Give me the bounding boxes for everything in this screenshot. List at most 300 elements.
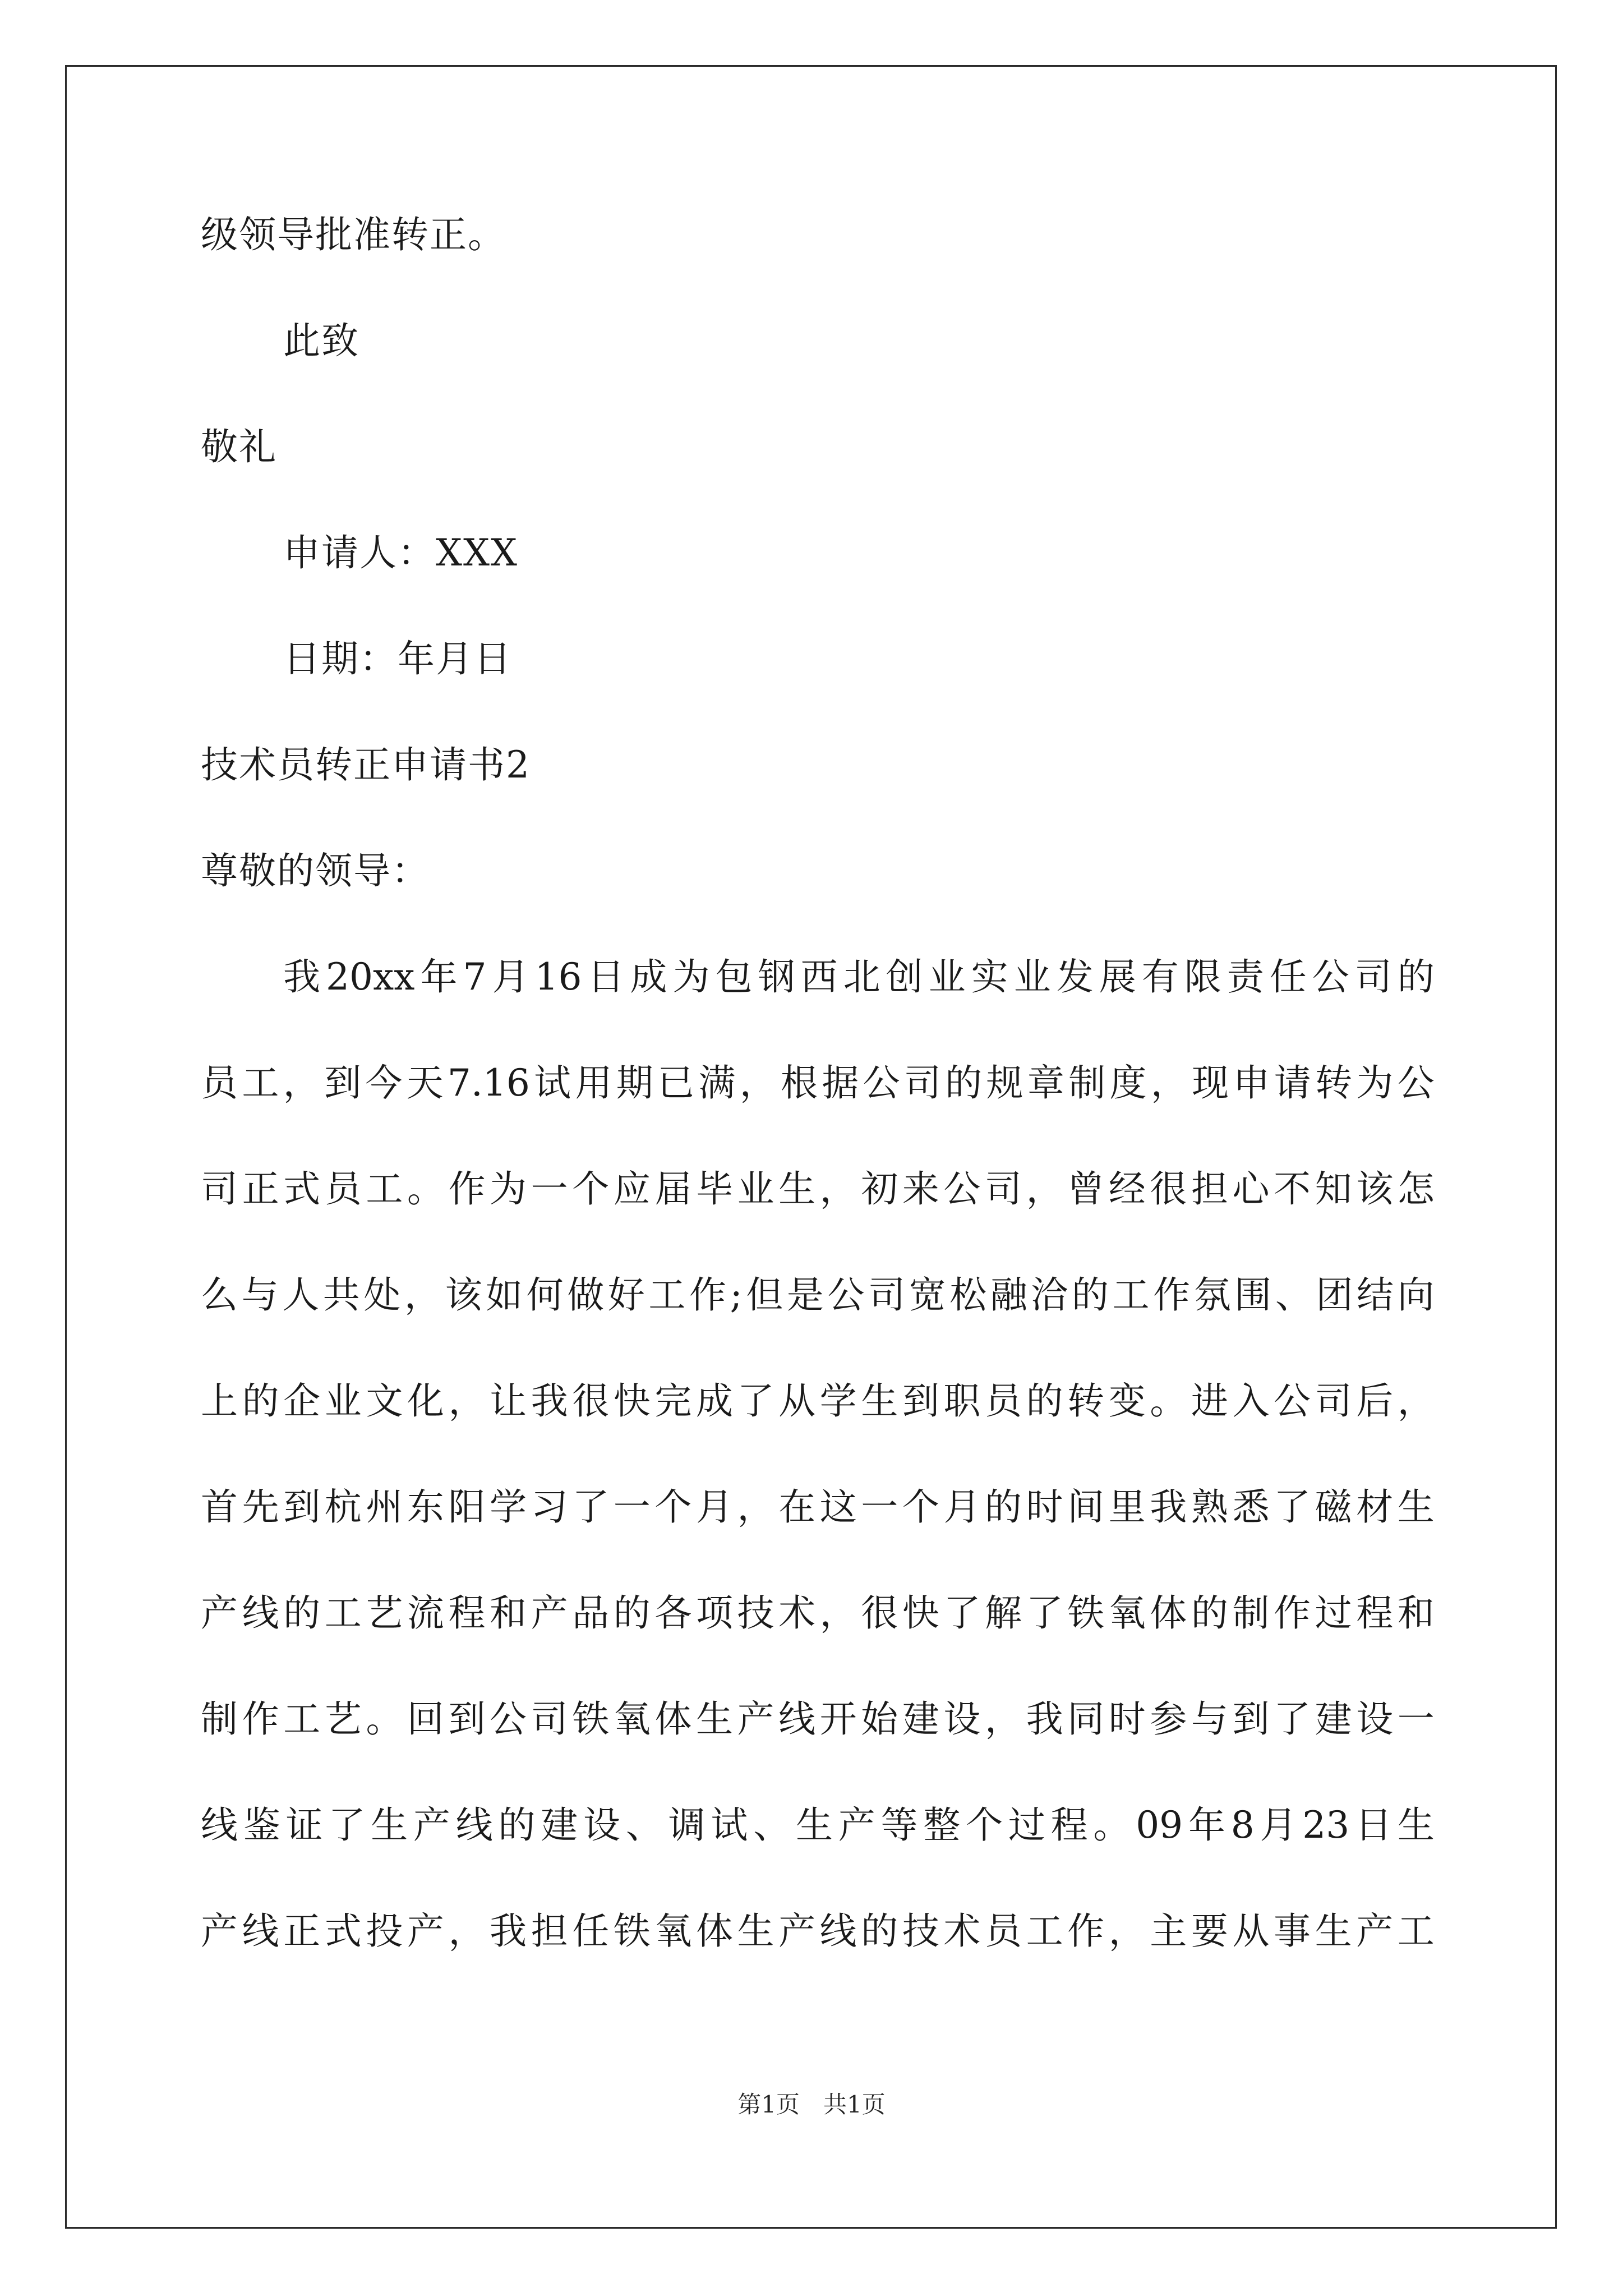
text-glyph: 人 [282, 1273, 320, 1317]
text-glyph: 公 [1274, 1379, 1311, 1423]
text-glyph: 从 [1232, 1910, 1270, 1953]
text-glyph: 与 [241, 1273, 279, 1317]
text-glyph: 完 [654, 1379, 692, 1423]
paragraph-line [201, 1273, 1435, 1318]
justified-text [201, 1061, 1435, 1106]
text-glyph: 主 [1150, 1910, 1187, 1953]
text-glyph: 试 [534, 1061, 571, 1105]
text-glyph: 处 [363, 1273, 401, 1317]
text-glyph: 让 [490, 1379, 527, 1423]
text-glyph: 的 [1026, 1379, 1063, 1423]
text-glyph: 曾 [1067, 1167, 1105, 1211]
salutation-jingli: 敬礼 [201, 425, 277, 468]
paragraph-line [201, 1485, 1435, 1530]
text-glyph: 在 [778, 1485, 816, 1529]
text-glyph: 熟 [1191, 1485, 1228, 1529]
text-glyph: 证 [285, 1803, 323, 1847]
text-glyph: 么 [201, 1273, 238, 1317]
text-glyph: 产 [201, 1591, 238, 1635]
text-glyph: 程 [1356, 1591, 1394, 1635]
text-glyph: 程 [1050, 1803, 1088, 1847]
text-glyph: 了 [1274, 1485, 1311, 1529]
text-glyph: 创 [886, 955, 923, 999]
text-glyph: 为 [490, 1167, 527, 1211]
text-glyph: ， [448, 1910, 486, 1953]
text-glyph: 任 [572, 1910, 610, 1953]
text-glyph: 了 [1026, 1591, 1063, 1635]
justified-text [201, 1803, 1435, 1848]
text-glyph: 7 [463, 955, 487, 999]
text-glyph: ， [737, 1485, 774, 1529]
text-glyph: 作 [1153, 1273, 1191, 1317]
text-glyph: 学 [490, 1485, 527, 1529]
text-glyph: 共 [322, 1273, 360, 1317]
text-glyph: 事 [1274, 1910, 1311, 1953]
text-glyph: 团 [1316, 1273, 1353, 1317]
text-glyph: 业 [324, 1379, 362, 1423]
text-glyph: 体 [654, 1697, 692, 1741]
text-glyph: 一 [861, 1485, 898, 1529]
text-glyph: 月 [492, 955, 529, 999]
text-glyph: 上 [201, 1379, 238, 1423]
text-glyph: ， [819, 1591, 857, 1635]
text-glyph: 生 [778, 1167, 816, 1211]
text-glyph: 实 [971, 955, 1008, 999]
text-glyph: 线 [778, 1697, 816, 1741]
text-glyph: 快 [613, 1379, 651, 1423]
text-glyph: ， [283, 1061, 320, 1105]
text-glyph: 包 [715, 955, 753, 999]
text-glyph: 成 [630, 955, 667, 999]
paragraph-line [201, 1379, 1435, 1424]
text-glyph: 参 [1150, 1697, 1187, 1741]
justified-text [201, 1591, 1435, 1636]
justified-text [201, 1273, 1435, 1318]
text-glyph: 工 [648, 1273, 686, 1317]
text-glyph: 司 [868, 1273, 906, 1317]
text-glyph: 员 [984, 1910, 1022, 1953]
text-glyph: 作 [448, 1167, 486, 1211]
text-glyph: 公 [943, 1167, 981, 1211]
text-glyph: 入 [1232, 1379, 1270, 1423]
text-glyph: 的 [1071, 1273, 1109, 1317]
paragraph-line [201, 1167, 1435, 1212]
text-glyph: ， [819, 1167, 857, 1211]
text-glyph: 首 [201, 1485, 238, 1529]
text-glyph: 做 [567, 1273, 605, 1317]
text-glyph: 的 [498, 1803, 536, 1847]
justified-text [201, 1167, 1435, 1212]
text-glyph: 进 [1191, 1379, 1228, 1423]
paragraph-line [201, 1909, 1435, 1954]
text-glyph: 习 [531, 1485, 568, 1529]
text-glyph: 时 [1026, 1485, 1063, 1529]
text-glyph: 个 [966, 1803, 1003, 1847]
text-glyph: 的 [1397, 955, 1435, 999]
text-glyph: 日 [1355, 1803, 1393, 1847]
text-glyph: 制 [1232, 1591, 1270, 1635]
text-glyph: 过 [1008, 1803, 1045, 1847]
text-glyph: 职 [943, 1379, 981, 1423]
text-glyph: 公 [863, 1061, 900, 1105]
text-glyph: 产 [201, 1910, 238, 1953]
text-glyph: 我 [1026, 1697, 1063, 1741]
text-glyph: 成 [695, 1379, 733, 1423]
text-glyph: 、 [753, 1803, 791, 1847]
text-glyph: ， [739, 1061, 777, 1105]
text-glyph: 向 [1397, 1273, 1435, 1317]
text-glyph: 铁 [572, 1697, 610, 1741]
text-glyph: 线 [242, 1591, 279, 1635]
text-glyph: 到 [324, 1061, 361, 1105]
text-glyph: 业 [737, 1167, 774, 1211]
text-glyph: 作 [689, 1273, 726, 1317]
text-glyph: 担 [531, 1910, 568, 1953]
text-glyph: 一 [613, 1485, 651, 1529]
text-glyph: 线 [201, 1803, 238, 1847]
text-glyph: ， [1150, 1061, 1188, 1105]
text-glyph: 作 [1067, 1910, 1105, 1953]
text-glyph: 工 [366, 1167, 403, 1211]
text-glyph: 个 [902, 1485, 939, 1529]
page-border [65, 65, 1557, 2229]
text-glyph: 应 [613, 1167, 651, 1211]
text-glyph: 解 [984, 1591, 1022, 1635]
text-glyph: 正 [283, 1910, 321, 1953]
text-glyph: 线 [242, 1910, 279, 1953]
text-glyph: 。 [1093, 1803, 1131, 1847]
text-glyph: 了 [1274, 1697, 1311, 1741]
text-glyph: 线 [819, 1910, 857, 1953]
text-glyph: 过 [1315, 1591, 1352, 1635]
text-glyph: 经 [1108, 1167, 1146, 1211]
text-glyph: 很 [861, 1591, 898, 1635]
text-glyph: 结 [1357, 1273, 1394, 1317]
text-glyph: 式 [283, 1167, 321, 1211]
text-glyph: 工 [1112, 1273, 1150, 1317]
salutation-cizhi: 此致 [283, 319, 359, 362]
text-glyph: 生 [737, 1910, 774, 1953]
text-glyph: 西 [800, 955, 838, 999]
text-glyph: 要 [1191, 1910, 1228, 1953]
text-glyph: 设 [1356, 1697, 1394, 1741]
text-glyph: 制 [201, 1697, 238, 1741]
text-glyph: 的 [945, 1061, 983, 1105]
text-glyph: 各 [654, 1591, 692, 1635]
text-glyph: 司 [1354, 955, 1392, 999]
text-glyph: 阳 [448, 1485, 486, 1529]
text-glyph: 生 [1315, 1910, 1352, 1953]
justified-text [283, 955, 1435, 1000]
text-glyph: 何 [526, 1273, 564, 1317]
text-glyph: 铁 [613, 1910, 651, 1953]
text-glyph: 融 [990, 1273, 1027, 1317]
text-glyph: 了 [328, 1803, 366, 1847]
text-glyph: 线 [455, 1803, 493, 1847]
text-glyph: 司 [201, 1167, 238, 1211]
text-glyph: 8 [1230, 1803, 1255, 1847]
text-glyph: 产 [1356, 1910, 1394, 1953]
text-glyph: 好 [607, 1273, 645, 1317]
text-glyph: 一 [531, 1167, 568, 1211]
text-glyph: 开 [819, 1697, 857, 1741]
text-glyph: 和 [1397, 1591, 1435, 1635]
text-glyph: 年 [420, 955, 458, 999]
justified-text [201, 1697, 1435, 1742]
text-glyph: 术 [778, 1591, 816, 1635]
text-line-1: 级领导批准转正。 [201, 213, 506, 256]
section-title: 技术员转正申请书2 [201, 743, 531, 786]
text-glyph: 后 [1356, 1379, 1394, 1423]
text-glyph: 到 [283, 1485, 321, 1529]
text-glyph: 的 [984, 1485, 1022, 1529]
justified-text [201, 1485, 1435, 1530]
text-glyph: 生 [861, 1379, 898, 1423]
text-glyph: 生 [795, 1803, 833, 1847]
text-glyph: 工 [1026, 1910, 1063, 1953]
text-glyph: 现 [1192, 1061, 1229, 1105]
text-glyph: 的 [613, 1591, 651, 1635]
text-glyph: 建 [902, 1697, 939, 1741]
text-glyph: 怎 [1397, 1167, 1435, 1211]
text-glyph: 悉 [1232, 1485, 1270, 1529]
text-glyph: 程 [448, 1591, 486, 1635]
text-glyph: 转 [1067, 1379, 1105, 1423]
text-glyph: 产 [531, 1591, 568, 1635]
text-glyph: 工 [1397, 1910, 1435, 1953]
text-glyph: 是 [786, 1273, 824, 1317]
text-glyph: 化 [407, 1379, 444, 1423]
text-glyph: 申 [1233, 1061, 1270, 1105]
justified-text [201, 1909, 1435, 1954]
justified-text [201, 1379, 1435, 1424]
text-glyph: 转 [1315, 1061, 1353, 1105]
text-glyph: 调 [668, 1803, 706, 1847]
text-glyph: 很 [572, 1379, 610, 1423]
text-glyph: 公 [490, 1697, 527, 1741]
text-glyph: 业 [928, 955, 966, 999]
paragraph-line [201, 1697, 1435, 1742]
text-glyph: 据 [822, 1061, 859, 1105]
text-glyph: 同 [1067, 1697, 1105, 1741]
text-glyph: 很 [1150, 1167, 1187, 1211]
text-glyph: 氛 [1193, 1273, 1231, 1317]
text-glyph: 毕 [695, 1167, 733, 1211]
text-glyph: 快 [902, 1591, 939, 1635]
text-glyph: 的 [1191, 1591, 1228, 1635]
text-glyph: 不 [1274, 1167, 1311, 1211]
text-glyph: 先 [242, 1485, 279, 1529]
text-glyph: 23 [1302, 1803, 1350, 1847]
text-glyph: 正 [242, 1167, 279, 1211]
text-glyph: 了 [943, 1591, 981, 1635]
text-glyph: 展 [1099, 955, 1136, 999]
text-glyph: 规 [986, 1061, 1023, 1105]
page-footer: 第1页 共1页 [737, 2091, 886, 2118]
text-glyph: 铁 [1067, 1591, 1105, 1635]
text-glyph: 了 [572, 1485, 610, 1529]
text-glyph: 与 [1191, 1697, 1228, 1741]
text-glyph: 度 [1109, 1061, 1147, 1105]
text-glyph: 、 [1275, 1273, 1312, 1317]
text-glyph: 我 [1150, 1485, 1187, 1529]
text-glyph: 司 [1315, 1379, 1352, 1423]
text-glyph: 宽 [909, 1273, 946, 1317]
text-glyph: 设 [943, 1697, 981, 1741]
text-glyph: 松 [949, 1273, 987, 1317]
text-glyph: 州 [366, 1485, 403, 1529]
text-glyph: 任 [1269, 955, 1307, 999]
text-glyph: 。 [366, 1697, 403, 1741]
text-glyph: 技 [737, 1591, 774, 1635]
text-glyph: 09 [1136, 1803, 1183, 1847]
text-glyph: 月 [1260, 1803, 1297, 1847]
text-glyph: 体 [1150, 1591, 1187, 1635]
text-glyph: 投 [366, 1910, 403, 1953]
text-glyph: 请 [1274, 1061, 1311, 1105]
text-glyph: 文 [366, 1379, 403, 1423]
text-glyph: 企 [283, 1379, 321, 1423]
text-glyph: 回 [407, 1697, 444, 1741]
text-glyph: 、 [625, 1803, 663, 1847]
text-glyph: 月 [943, 1485, 981, 1529]
text-glyph: 公 [827, 1273, 865, 1317]
text-glyph: 艺 [324, 1697, 362, 1741]
text-glyph: 钢 [758, 955, 795, 999]
text-glyph: 整 [923, 1803, 961, 1847]
text-glyph: 品 [572, 1591, 610, 1635]
text-glyph: 式 [324, 1910, 362, 1953]
text-glyph: 章 [1027, 1061, 1064, 1105]
text-glyph: 的 [242, 1379, 279, 1423]
text-glyph: 了 [737, 1379, 774, 1423]
text-glyph: 天 [406, 1061, 444, 1105]
text-glyph: 产 [407, 1910, 444, 1953]
text-glyph: 作 [1274, 1591, 1311, 1635]
text-glyph: 。 [1150, 1379, 1187, 1423]
text-glyph: 知 [1315, 1167, 1352, 1211]
text-glyph: 项 [695, 1591, 733, 1635]
text-glyph: 员 [984, 1379, 1022, 1423]
text-glyph: ， [984, 1697, 1022, 1741]
text-glyph: 我 [283, 955, 320, 999]
text-glyph: ， [1108, 1910, 1146, 1953]
text-glyph: 到 [448, 1697, 486, 1741]
text-glyph: 学 [819, 1379, 857, 1423]
text-glyph: 试 [711, 1803, 748, 1847]
text-glyph: 作 [242, 1697, 279, 1741]
text-glyph: 20xx [326, 955, 415, 999]
text-glyph: 员 [201, 1061, 238, 1105]
text-glyph: 一 [1397, 1697, 1435, 1741]
applicant-line: 申请人：XXX [283, 531, 518, 574]
text-glyph: 产 [838, 1803, 875, 1847]
text-glyph: 初 [861, 1167, 898, 1211]
text-glyph: 技 [902, 1910, 939, 1953]
text-glyph: 到 [902, 1379, 939, 1423]
text-glyph: 建 [541, 1803, 578, 1847]
paragraph-line [283, 955, 1435, 1000]
text-glyph: 围 [1234, 1273, 1272, 1317]
text-glyph: 业 [1013, 955, 1051, 999]
text-glyph: 来 [902, 1167, 939, 1211]
text-glyph: ; [730, 1273, 743, 1317]
text-glyph: 生 [1397, 1485, 1435, 1529]
text-glyph: 有 [1141, 955, 1179, 999]
text-glyph: 员 [324, 1167, 362, 1211]
text-glyph: 间 [1067, 1485, 1105, 1529]
text-glyph: 的 [283, 1591, 321, 1635]
text-glyph: 流 [407, 1591, 444, 1635]
text-glyph: 担 [1191, 1167, 1228, 1211]
text-glyph: 设 [583, 1803, 621, 1847]
text-glyph: 工 [324, 1591, 362, 1635]
text-glyph: 里 [1108, 1485, 1146, 1529]
text-glyph: 时 [1108, 1697, 1146, 1741]
text-glyph: 到 [1232, 1697, 1270, 1741]
text-glyph: 氧 [613, 1697, 651, 1741]
text-glyph: 个 [654, 1485, 692, 1529]
text-glyph: 氧 [1108, 1591, 1146, 1635]
text-glyph: 产 [778, 1910, 816, 1953]
text-glyph: ， [448, 1379, 486, 1423]
text-glyph: 心 [1232, 1167, 1270, 1211]
text-glyph: 届 [654, 1167, 692, 1211]
text-glyph: 术 [943, 1910, 981, 1953]
text-glyph: 根 [781, 1061, 818, 1105]
text-glyph: 磁 [1315, 1485, 1352, 1529]
text-glyph: 制 [1068, 1061, 1106, 1105]
text-glyph: 生 [371, 1803, 408, 1847]
text-glyph: 东 [407, 1485, 444, 1529]
text-glyph: 该 [1356, 1167, 1394, 1211]
text-glyph: 如 [486, 1273, 523, 1317]
text-glyph: 已 [657, 1061, 695, 1105]
text-glyph: 今 [365, 1061, 403, 1105]
text-glyph: 用 [575, 1061, 612, 1105]
paragraph-line [201, 1061, 1435, 1106]
text-glyph: 和 [490, 1591, 527, 1635]
text-glyph: 工 [283, 1697, 321, 1741]
text-glyph: ， [1397, 1379, 1435, 1423]
text-glyph: 责 [1227, 955, 1264, 999]
paragraph-line [201, 1591, 1435, 1636]
text-glyph: 个 [572, 1167, 610, 1211]
text-glyph: 月 [695, 1485, 733, 1529]
text-glyph: 发 [1056, 955, 1094, 999]
text-glyph: 这 [819, 1485, 857, 1529]
text-glyph: 工 [242, 1061, 279, 1105]
text-glyph: 产 [413, 1803, 450, 1847]
text-glyph: 该 [445, 1273, 482, 1317]
text-glyph: 材 [1356, 1485, 1394, 1529]
text-glyph: 生 [695, 1697, 733, 1741]
text-glyph: 的 [861, 1910, 898, 1953]
text-glyph: 氧 [654, 1910, 692, 1953]
text-glyph: 产 [737, 1697, 774, 1741]
paragraph-line [201, 1803, 1435, 1848]
text-glyph: 7.16 [447, 1061, 530, 1105]
text-glyph: 日 [587, 955, 625, 999]
text-glyph: 我 [490, 1910, 527, 1953]
text-glyph: 从 [778, 1379, 816, 1423]
text-glyph: 期 [616, 1061, 653, 1105]
text-glyph: 艺 [366, 1591, 403, 1635]
text-glyph: ， [1026, 1167, 1063, 1211]
text-glyph: 司 [531, 1697, 568, 1741]
text-glyph: 杭 [324, 1485, 362, 1529]
text-glyph: ， [404, 1273, 441, 1317]
